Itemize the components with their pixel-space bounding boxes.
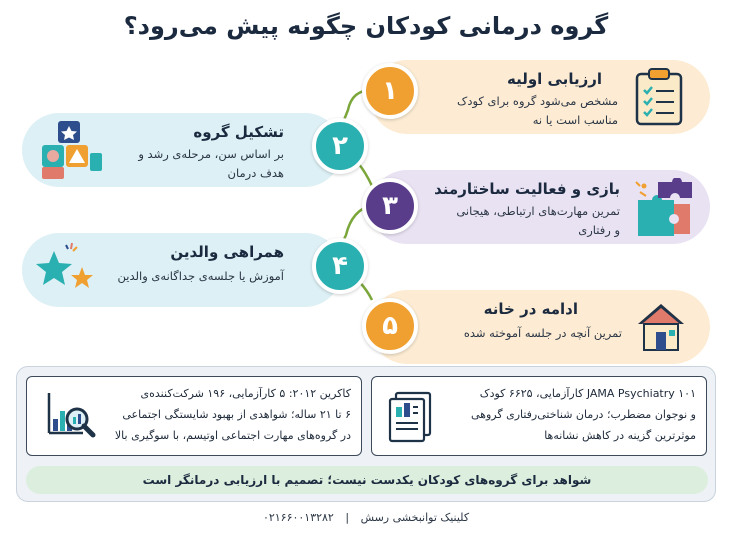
step-card-2 xyxy=(22,113,342,187)
evidence-box-jama xyxy=(371,376,707,456)
step-card-1 xyxy=(370,60,710,134)
footer-separator: | xyxy=(345,511,350,524)
step-badge-4: ۴ xyxy=(312,238,368,294)
phone-number[interactable]: ۰۲۱۶۶۰۰۱۳۲۸۲ xyxy=(262,511,334,524)
evidence-text: کاکرین ۲۰۱۲: ۵ کارآزمایی، ۱۹۶ شرکت‌کننده‌ی ۶ تا ۲۱ ساله؛ شواهدی از بهبود شایستگی اجتماعی در گروه‌های مهارت اجتماعی اوتیسم، با سوگیری بالا xyxy=(114,387,351,442)
summary-banner: شواهد برای گروه‌های کودکان یکدست نیست؛ تصمیم با ارزیابی درمانگر است xyxy=(26,466,708,494)
step-card-3 xyxy=(370,170,710,244)
step-description: تمرین آنچه در جلسه آموخته شده xyxy=(463,326,622,340)
clipboard-checklist-icon xyxy=(634,68,684,130)
step-description: بر اساس سن، مرحله‌ی رشد و هدف درمان xyxy=(138,147,284,180)
step-description: تمرین مهارت‌های ارتباطی، هیجانی و رفتاری xyxy=(456,204,620,237)
step-badge-2: ۲ xyxy=(312,118,368,174)
step-description: مشخص می‌شود گروه برای کودک مناسب است یا نه xyxy=(457,94,618,127)
step-title: بازی و فعالیت ساختارمند xyxy=(434,180,620,198)
report-document-icon xyxy=(386,391,432,447)
chart-magnifier-icon xyxy=(43,389,99,449)
toy-blocks-icon xyxy=(34,119,104,185)
step-title: تشکیل گروه xyxy=(193,123,284,141)
footer xyxy=(0,511,732,524)
step-card-5 xyxy=(370,290,710,364)
house-icon xyxy=(634,300,688,358)
step-title: ادامه در خانه xyxy=(483,300,578,318)
evidence-text: JAMA Psychiatry ۱۰۱ کارآزمایی، ۶۶۲۵ کودک و نوجوان مضطرب؛ درمان شناختی‌رفتاری گروهی موثرترین گزینه در کاهش نشانه‌ها xyxy=(471,387,696,442)
step-description: آموزش یا جلسه‌ی جداگانه‌ی والدین xyxy=(117,269,284,283)
stars-icon xyxy=(32,239,102,303)
step-badge-3: ۳ xyxy=(362,178,418,234)
step-title: ارزیابی اولیه xyxy=(506,70,602,88)
page-title: گروه درمانی کودکان چگونه پیش می‌رود؟ xyxy=(123,12,609,40)
step-card-4 xyxy=(22,233,342,307)
puzzle-pieces-icon xyxy=(632,178,694,242)
step-badge-1: ۱ xyxy=(362,63,418,119)
evidence-box-cochrane xyxy=(26,376,362,456)
step-badge-5: ۵ xyxy=(362,298,418,354)
clinic-name: کلینیک توانبخشی رسش xyxy=(360,511,470,524)
step-title: همراهی والدین xyxy=(170,243,284,261)
